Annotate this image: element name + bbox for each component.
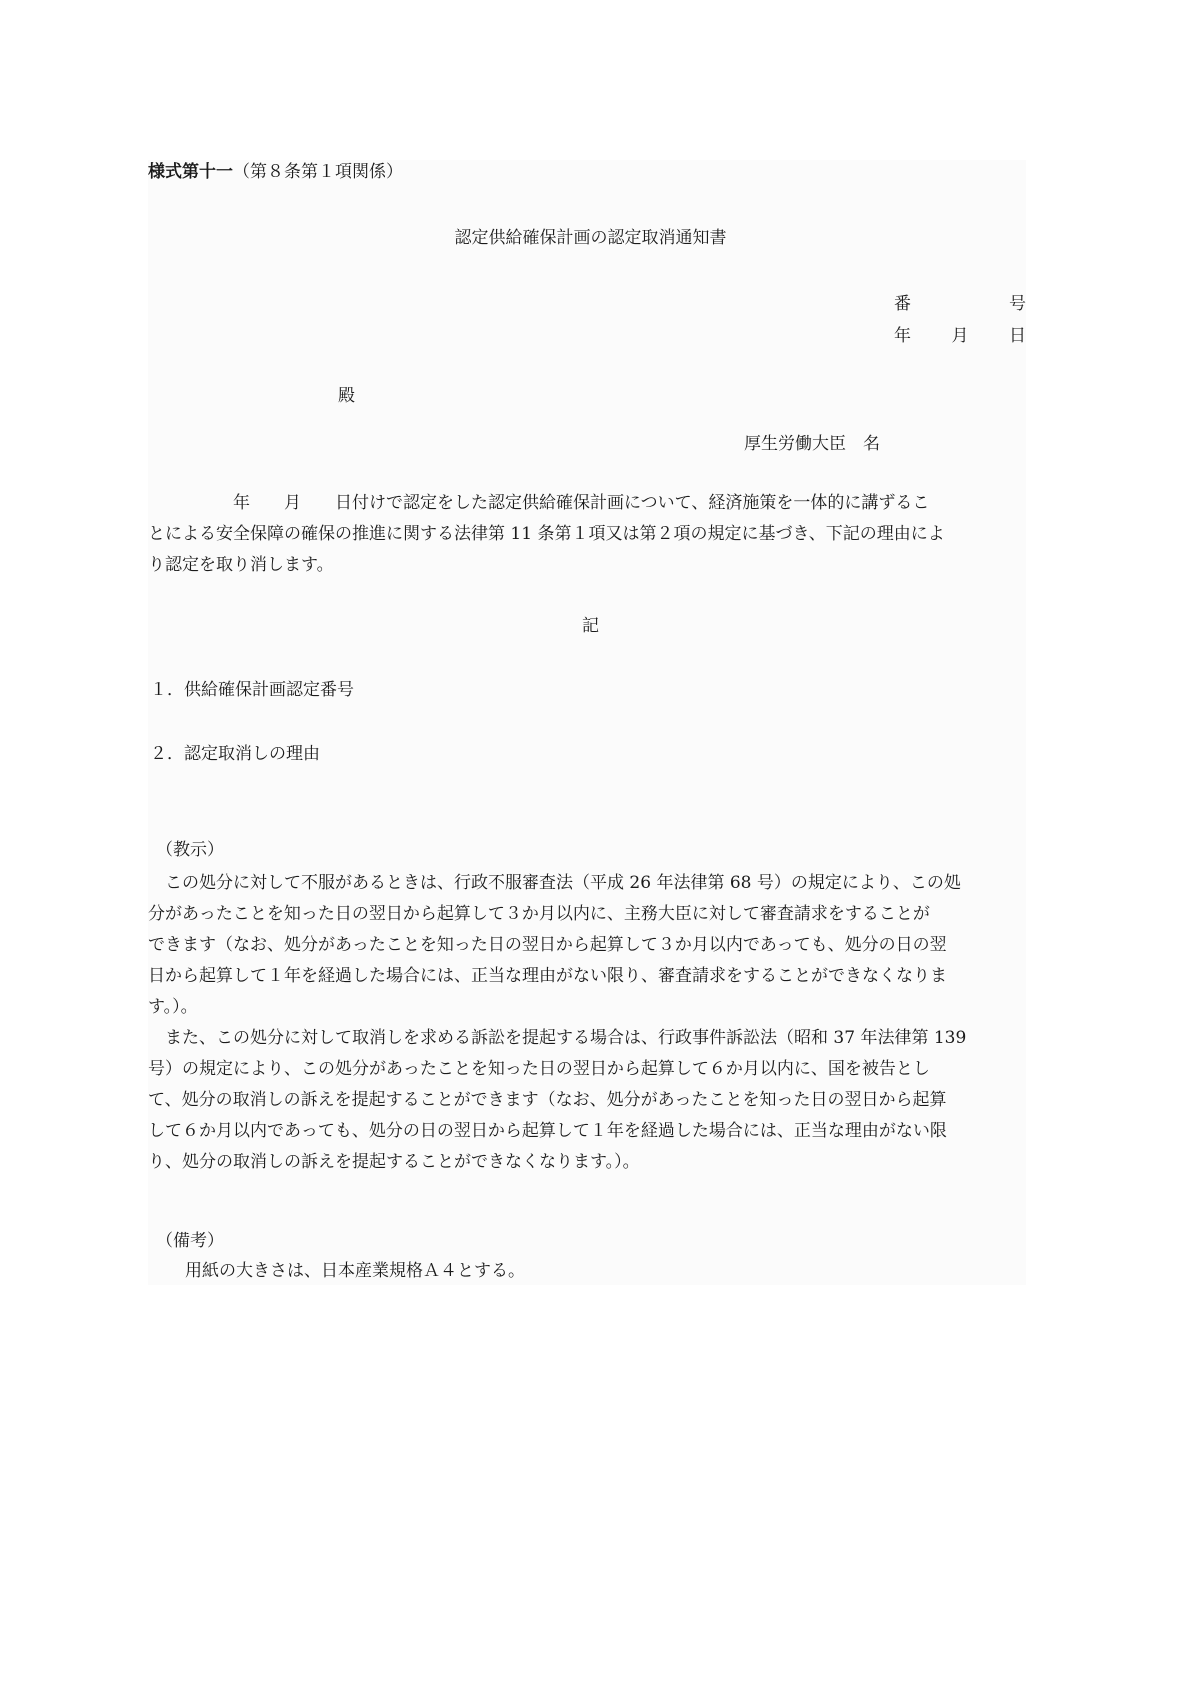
instruction-line: 日から起算して１年を経過した場合には、正当な理由がない限り、審査請求をすることができなくなりま — [148, 966, 947, 986]
remarks-heading: （備考） — [156, 1231, 224, 1251]
instruction-paragraph-1 — [148, 868, 1026, 1023]
notice-body-line: 年 月 日付けで認定をした認定供給確保計画について、経済施策を一体的に講ずるこ — [148, 493, 930, 513]
instruction-line: 分があったことを知った日の翌日から起算して３か月以内に、主務大臣に対して審査請求をすることが — [148, 904, 930, 924]
instruction-heading: （教示） — [156, 840, 224, 860]
ki-heading: 記 — [582, 616, 599, 636]
notice-body-line: とによる安全保障の確保の推進に関する法律第 11 条第１項又は第２項の規定に基づき、下記の理由によ — [148, 524, 945, 544]
addressee: 殿 — [338, 386, 355, 406]
date-year: 年 — [894, 326, 911, 346]
instruction-line: す。）。 — [148, 997, 198, 1017]
document-date-line — [894, 324, 1026, 348]
notice-body — [148, 488, 1026, 581]
item-certification-number: １．供給確保計画認定番号 — [150, 680, 354, 700]
notice-body-line: り認定を取り消します。 — [148, 555, 334, 575]
date-month: 月 — [951, 326, 969, 346]
date-day: 日 — [1009, 326, 1026, 346]
item-cancellation-reason: ２．認定取消しの理由 — [150, 744, 320, 764]
form-reference: （第８条第１項関係） — [233, 162, 403, 182]
instruction-line: この処分に対して不服があるときは、行政不服審査法（平成 26 年法律第 68 号）の規定により、この処 — [148, 873, 961, 893]
instruction-line: また、この処分に対して取消しを求める訴訟を提起する場合は、行政事件訴訟法（昭和 37 年法律第 139 — [148, 1028, 967, 1048]
instruction-line: り、処分の取消しの訴えを提起することができなくなります。）。 — [148, 1152, 640, 1172]
instruction-line: できます（なお、処分があったことを知った日の翌日から起算して３か月以内であっても、処分の日の翌 — [148, 935, 947, 955]
document-number-line — [894, 292, 1026, 316]
sender: 厚生労働大臣 名 — [744, 434, 880, 454]
form-number: 様式第十一 — [148, 162, 233, 182]
document-title: 認定供給確保計画の認定取消通知書 — [454, 228, 727, 248]
instruction-line: 号）の規定により、この処分があったことを知った日の翌日から起算して６か月以内に、国を被告とし — [148, 1059, 930, 1079]
number-char-2: 号 — [1009, 294, 1026, 314]
instruction-line: して６か月以内であっても、処分の日の翌日から起算して１年を経過した場合には、正当な理由がない限 — [148, 1121, 947, 1141]
instruction-paragraph-2 — [148, 1023, 1026, 1178]
instruction-line: て、処分の取消しの訴えを提起することができます（なお、処分があったことを知った日の翌日から起算 — [148, 1090, 947, 1110]
remarks-text: 用紙の大きさは、日本産業規格Ａ４とする。 — [168, 1261, 525, 1281]
form-label — [148, 160, 403, 184]
number-char-1: 番 — [894, 294, 911, 314]
